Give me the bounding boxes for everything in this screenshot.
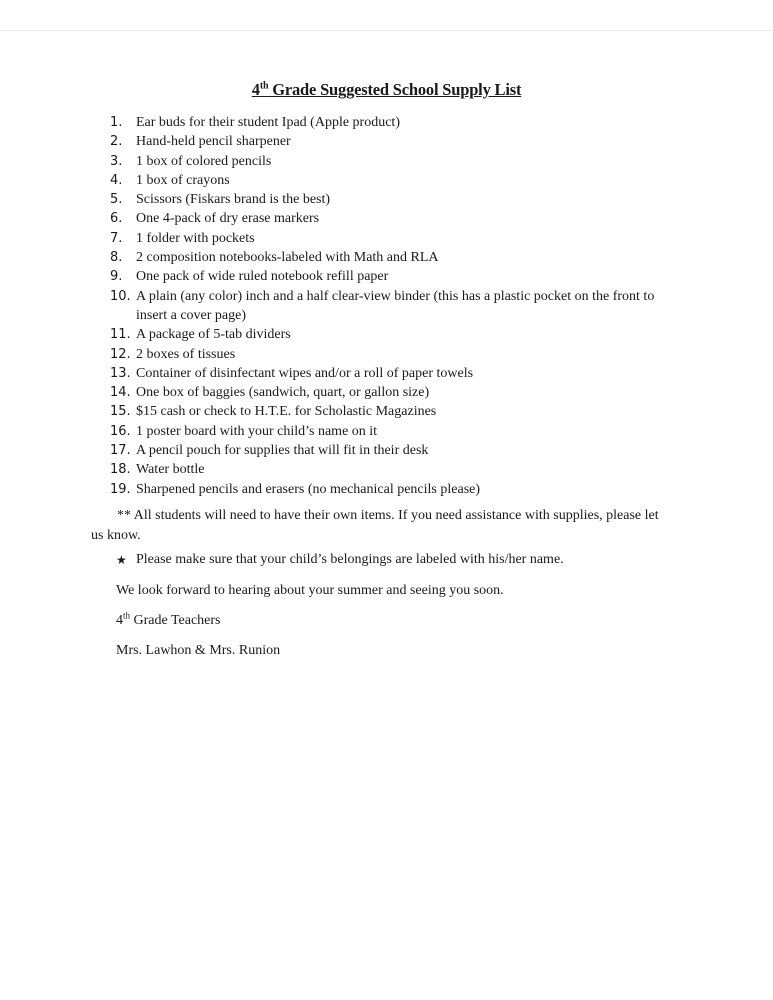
- signature-grade-superscript: th: [123, 610, 131, 621]
- list-item-number: 1.: [110, 115, 123, 130]
- title-grade-superscript: th: [259, 80, 269, 92]
- list-item-text: 2 composition notebooks-labeled with Math and RLA: [136, 250, 439, 266]
- list-item-text: A pencil pouch for supplies that will fit in their desk: [136, 443, 429, 459]
- signature-title: [116, 610, 221, 629]
- list-item-number: 18.: [110, 462, 131, 478]
- list-item: [110, 287, 670, 326]
- scan-edge-line: [0, 30, 773, 31]
- signature-grade-number: 4: [116, 613, 123, 628]
- list-item-text: 1 poster board with your child’s name on it: [136, 423, 378, 439]
- list-item-number: 16.: [110, 423, 131, 439]
- list-item-text: 1 box of crayons: [136, 172, 230, 188]
- list-item: [110, 422, 670, 441]
- list-item: [110, 132, 670, 151]
- list-item: [110, 345, 670, 364]
- list-item-text: Hand-held pencil sharpener: [136, 134, 291, 150]
- list-item: [110, 267, 670, 286]
- list-item-number: 9.: [110, 269, 123, 285]
- list-item: [110, 383, 670, 402]
- list-item-text: 2 boxes of tissues: [136, 346, 236, 362]
- star-icon: ★: [116, 553, 127, 567]
- list-item-number: 6.: [110, 211, 123, 227]
- list-item: [110, 248, 670, 267]
- list-item-number: 8.: [110, 250, 123, 266]
- list-item-number: 15.: [110, 404, 131, 420]
- list-item-number: 4.: [110, 172, 123, 188]
- list-item: [110, 460, 670, 479]
- list-item-number: 19.: [110, 481, 131, 497]
- list-item-number: 12.: [110, 346, 131, 362]
- list-item-text: Ear buds for their student Ipad (Apple product): [136, 115, 400, 130]
- reminder-line: [116, 552, 564, 568]
- assistance-note: ** All students will need to have their own items. If you need assistance with supplies, please let us know.: [91, 508, 659, 543]
- list-item: [110, 229, 670, 248]
- title-text: Grade Suggested School Supply List: [268, 80, 522, 99]
- list-item: [110, 480, 670, 499]
- list-item-text: Container of disinfectant wipes and/or a roll of paper towels: [136, 365, 474, 381]
- list-item-text: A plain (any color) inch and a half clear-view binder (this has a plastic pocket on the front to insert a cover page): [136, 288, 655, 323]
- title-grade-number: 4: [251, 80, 260, 99]
- list-item-text: A package of 5-tab dividers: [136, 327, 291, 343]
- list-item: [110, 209, 670, 228]
- page-title: [0, 80, 773, 100]
- list-item-number: 14.: [110, 385, 131, 401]
- teacher-names: Mrs. Lawhon & Mrs. Runion: [116, 643, 281, 658]
- list-item-text: One box of baggies (sandwich, quart, or gallon size): [136, 385, 430, 401]
- list-item-text: One 4-pack of dry erase markers: [136, 211, 320, 227]
- list-item-text: One pack of wide ruled notebook refill paper: [136, 269, 389, 285]
- closing-sentence: We look forward to hearing about your summer and seeing you soon.: [116, 583, 504, 598]
- list-item: [110, 402, 670, 421]
- list-item-text: $15 cash or check to H.T.E. for Scholastic Magazines: [136, 404, 437, 420]
- list-item: [110, 325, 670, 344]
- list-item-number: 10.: [110, 288, 131, 304]
- list-item-number: 7.: [110, 230, 123, 246]
- list-item-number: 13.: [110, 365, 131, 381]
- list-item: [110, 364, 670, 383]
- list-item-text: Sharpened pencils and erasers (no mechanical pencils please): [136, 481, 481, 497]
- list-item-text: Scissors (Fiskars brand is the best): [136, 192, 331, 208]
- list-item: [110, 190, 670, 209]
- list-item-number: 2.: [110, 134, 123, 150]
- list-item-text: 1 box of colored pencils: [136, 153, 272, 169]
- list-item-number: 5.: [110, 192, 123, 208]
- list-item-number: 3.: [110, 153, 123, 169]
- list-item-text: 1 folder with pockets: [136, 230, 255, 246]
- list-item: [110, 152, 670, 171]
- list-item-number: 17.: [110, 443, 131, 459]
- list-item-number: 11.: [110, 327, 131, 343]
- list-item-text: Water bottle: [136, 462, 205, 478]
- signature-title-text: Grade Teachers: [130, 613, 221, 628]
- reminder-text: Please make sure that your child’s belongings are labeled with his/her name.: [136, 552, 564, 567]
- list-item: [110, 171, 670, 190]
- supply-list: [110, 113, 670, 499]
- list-item: [110, 441, 670, 460]
- list-item: [110, 113, 670, 132]
